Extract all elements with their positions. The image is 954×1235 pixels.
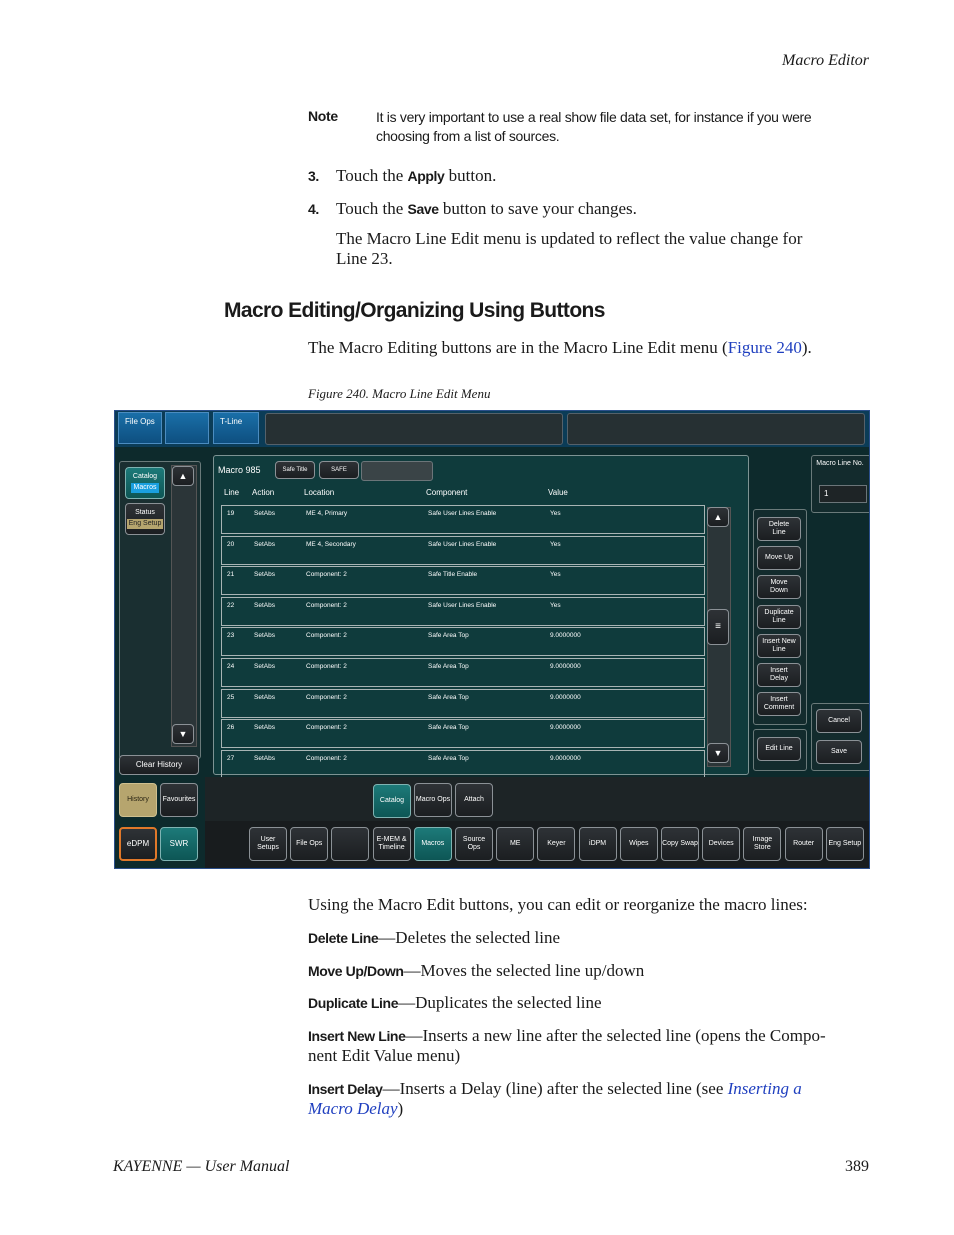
save-button[interactable]: Save [816,740,862,764]
table-row[interactable] [221,719,705,748]
table-cell: 26 [227,724,235,732]
table-cell: 27 [227,754,235,762]
step-4 [308,199,637,219]
table-cell: 9.0000000 [550,724,581,732]
table-cell: 23 [227,632,235,640]
scroll-up-icon[interactable]: ▲ [172,466,194,486]
macro-label: Macro 985 [218,465,261,475]
edpm-button[interactable]: eDPM [119,827,157,861]
insert-new-line-button[interactable]: Insert New Line [757,634,801,658]
step-3 [308,166,497,186]
table-cell: 22 [227,601,235,609]
tab-t-line[interactable]: T-Line [213,412,259,444]
footer-title: KAYENNE — User Manual [113,1158,290,1175]
table-cell: ME 4, Primary [306,510,348,517]
note-line-1: It is very important to use a real show file data set, for instance if you were [376,109,812,125]
table-cell: 21 [227,571,235,579]
nav-copy-swap[interactable]: Copy Swap [661,827,699,861]
def-duplicate-line: Duplicate Line—Duplicates the selected line [308,993,602,1012]
table-cell: Yes [550,601,561,609]
scroll-down-icon[interactable]: ▼ [172,724,194,744]
macros-sublabel: Macros [131,483,160,493]
running-header: Macro Editor [782,52,869,69]
macro-line-no-field[interactable]: 1 [819,485,867,503]
macro-name-field[interactable] [361,461,433,481]
table-cell: Component: 2 [306,663,347,670]
edit-line-button[interactable]: Edit Line [757,737,801,761]
table-cell: SetAbs [254,571,275,579]
col-location: Location [304,488,335,497]
col-action: Action [252,488,275,497]
nav-blank[interactable] [331,827,369,861]
table-cell: Component: 2 [306,754,347,762]
table-cell: Yes [550,540,561,548]
table-cell: SetAbs [254,632,275,640]
def-insert-delay: Insert Delay—Inserts a Delay (line) after the selected line (see Inserting a [308,1079,802,1098]
table-row[interactable] [221,689,705,718]
def-move-up-down: Move Up/Down—Moves the selected line up/down [308,961,645,980]
move-down-button[interactable]: Move Down [757,575,801,599]
table-cell: Yes [550,510,561,517]
table-cell: SetAbs [254,510,275,517]
tab-file-ops[interactable]: File Ops [118,412,162,444]
nav-image-store[interactable]: Image Store [743,827,781,861]
table-cell: 19 [227,510,235,517]
cancel-button[interactable]: Cancel [816,709,862,733]
table-cell: 9.0000000 [550,663,581,670]
tab-catalog[interactable]: Catalog [373,784,411,818]
table-cell: Safe Area Top [428,693,469,701]
safe-title-button[interactable]: Safe Title [275,461,315,479]
sidebar-scrollbar[interactable] [171,465,197,747]
table-row[interactable] [221,597,705,626]
insert-delay-button[interactable]: Insert Delay [757,663,801,687]
table-row[interactable] [221,505,705,534]
clear-history-button[interactable]: Clear History [119,755,199,775]
nav-macros[interactable]: Macros [414,827,452,861]
figure-caption: Figure 240. Macro Line Edit Menu [308,386,491,401]
table-cell: Component: 2 [306,724,347,732]
status-field-2 [567,413,865,445]
def-delete-line: Delete Line—Deletes the selected line [308,928,561,947]
table-cell: 9.0000000 [550,754,581,762]
table-cell: SetAbs [254,724,275,732]
history-button[interactable]: History [119,783,157,817]
nav-router[interactable]: Router [785,827,823,861]
table-cell: 24 [227,663,235,670]
nav-e-mem-timeline[interactable]: E-MEM & Timeline [373,827,411,861]
step-4-result-1: The Macro Line Edit menu is updated to reflect the value change for [336,229,803,248]
step-number: 3. [308,168,319,184]
step-number: 4. [308,201,319,217]
tab-macro-ops[interactable]: Macro Ops [414,783,452,817]
table-cell: ME 4, Secondary [306,540,356,548]
table-cell: SetAbs [254,754,275,762]
table-cell: SetAbs [254,693,275,701]
move-up-button[interactable]: Move Up [757,546,801,570]
nav-user-setups[interactable]: User Setups [249,827,287,861]
table-cell: Safe Area Top [428,724,469,732]
def-insert-new-line: Insert New Line—Inserts a new line after the selected line (opens the Compo- [308,1026,826,1045]
catalog-button[interactable] [125,467,165,499]
macro-line-edit-screenshot [114,410,870,869]
catalog-label: Catalog [132,473,158,480]
table-scroll-down-icon[interactable]: ▼ [707,743,729,763]
mid-tab-strip [205,777,869,821]
table-cell: Safe Area Top [428,632,469,640]
nav-file-ops[interactable]: File Ops [290,827,328,861]
table-cell: SetAbs [254,663,275,670]
table-cell: Component: 2 [306,632,347,640]
step-4-result-2: Line 23. [336,249,393,268]
col-component: Component [426,488,468,497]
favourites-button[interactable]: Favourites [160,783,198,817]
using-intro: Using the Macro Edit buttons, you can edit or reorganize the macro lines: [308,895,808,914]
nav-wipes[interactable]: Wipes [620,827,658,861]
step-text: Touch the Save button to save your changes. [336,199,637,218]
status-label: Status [135,509,155,516]
table-row[interactable] [221,750,705,779]
table-cell: 9.0000000 [550,632,581,640]
delete-line-button[interactable]: Delete Line [757,517,801,541]
table-cell: Safe Area Top [428,663,469,670]
tab-blank[interactable] [165,412,209,444]
eng-setup-sublabel: Eng Setup [128,520,162,527]
step-text: Touch the Apply button. [336,166,497,185]
swr-button[interactable]: SWR [160,827,198,861]
table-row[interactable] [221,566,705,595]
nav-devices[interactable]: Devices [702,827,740,861]
table-cell: Safe Title Enable [428,571,478,579]
table-cell: Safe User Lines Enable [428,540,497,548]
note-line-2: choosing from a list of sources. [376,128,560,144]
table-cell: Component: 2 [306,693,347,701]
status-button[interactable] [125,503,165,535]
page-number: 389 [845,1158,869,1175]
duplicate-line-button[interactable]: Duplicate Line [757,605,801,629]
table-row[interactable] [221,536,705,565]
table-cell: 20 [227,540,235,548]
def-insert-delay-cont: Macro Delay) [308,1099,404,1118]
figure-link[interactable]: Figure 240 [727,338,802,357]
macro-line-no-label: Macro Line No. [816,460,864,467]
section-title: Macro Editing/Organizing Using Buttons [224,299,605,322]
nav-eng-setup[interactable]: Eng Setup [826,827,864,861]
col-line: Line [224,488,240,497]
table-scroll-thumb-icon[interactable]: ≡ [707,609,729,645]
nav-source-ops[interactable]: Source Ops [455,827,493,861]
def-insert-new-line-cont: nent Edit Value menu) [308,1046,461,1065]
table-cell: Component: 2 [306,571,347,579]
macro-delay-link[interactable]: Macro Delay [308,1099,398,1118]
table-cell: Safe Area Top [428,754,469,762]
table-row[interactable] [221,627,705,656]
nav-me[interactable]: ME [496,827,534,861]
table-cell: 25 [227,693,235,701]
nav-idpm[interactable]: iDPM [579,827,617,861]
table-cell: Component: 2 [306,601,347,609]
note-label: Note [308,108,338,124]
nav-keyer[interactable]: Keyer [537,827,575,861]
table-cell: Yes [550,571,561,579]
intro-paragraph: The Macro Editing buttons are in the Macro Line Edit menu (Figure 240). [308,338,812,357]
tab-attach[interactable]: Attach [455,783,493,817]
table-row[interactable] [221,658,705,687]
table-scroll-up-icon[interactable]: ▲ [707,507,729,527]
inserting-delay-link[interactable]: Inserting a [727,1079,802,1098]
table-cell: Safe User Lines Enable [428,601,497,609]
status-field-1 [265,413,563,445]
table-cell: Safe User Lines Enable [428,510,497,517]
safe-button[interactable]: SAFE [319,461,359,479]
insert-comment-button[interactable]: Insert Comment [757,692,801,716]
table-cell: SetAbs [254,601,275,609]
table-cell: SetAbs [254,540,275,548]
col-value: Value [548,488,568,497]
table-cell: 9.0000000 [550,693,581,701]
